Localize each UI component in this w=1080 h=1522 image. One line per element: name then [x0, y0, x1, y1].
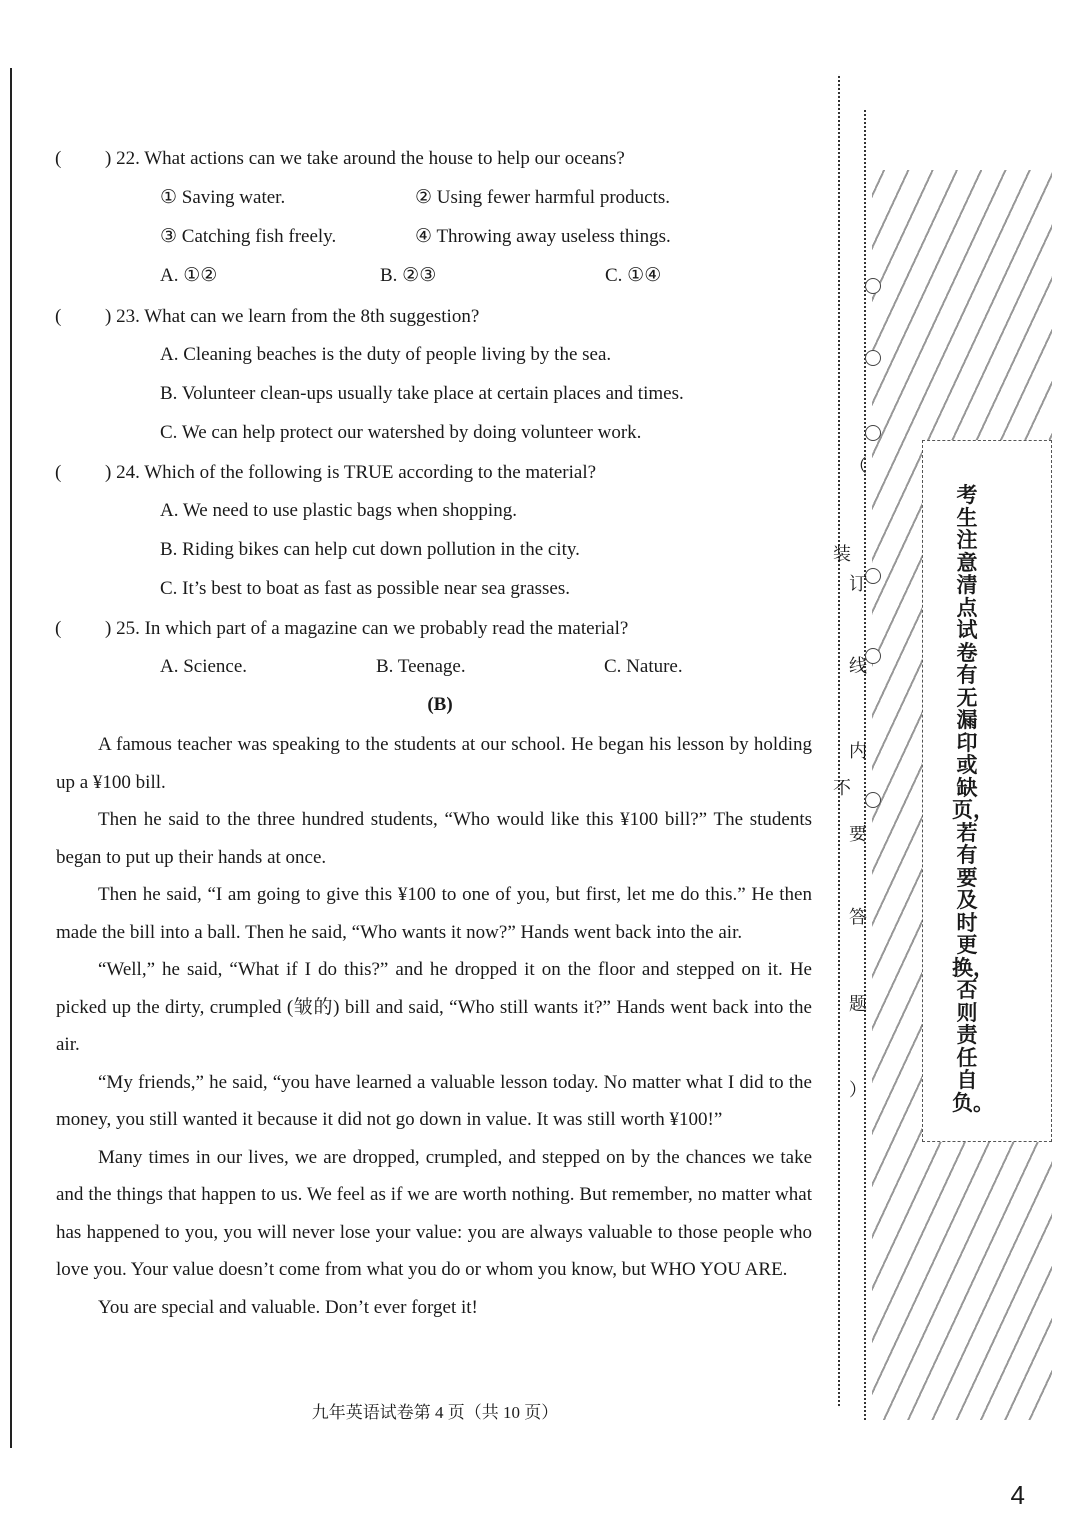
q22-option-b: B. ②③ — [380, 265, 437, 286]
section-b-heading: (B) — [427, 694, 453, 715]
passage-paragraph-2: Then he said to the three hundred students, “Who would like this ¥100 bill?” The students began to put up their hands at once. — [56, 809, 812, 868]
page-footer: 九年英语试卷第 4 页（共 10 页） — [311, 1403, 559, 1422]
question-23-text: ) 23. What can we learn from the 8th suggestion? — [105, 306, 480, 327]
answer-blank-23: ( — [55, 306, 62, 327]
binding-dotted-line-right — [864, 110, 866, 1420]
binding-dotted-line-left — [838, 76, 840, 1406]
binding-text-char: 要 — [849, 824, 867, 845]
passage-paragraph-6: Many times in our lives, we are dropped, crumpled, and stepped on by the chances we take and the things that happen to us. We feel as if we are worth nothing. But remember, no matter what has happened to you, you will never lose your value: you are always valuable to those people who love you. Your value doesn’t come from what you do or whom you know, but WHO YOU ARE. — [56, 1146, 812, 1280]
binding-hole-circle — [865, 792, 881, 808]
binding-hole-circle — [865, 350, 881, 366]
passage-paragraph-5: “My friends,” he said, “you have learned a valuable lesson today. No matter what I did to the money, you still wanted it because it did not go down in value. It was still worth ¥100!” — [56, 1071, 812, 1130]
binding-text-char: 题 — [849, 994, 867, 1015]
q23-option-a: A. Cleaning beaches is the duty of people living by the sea. — [160, 344, 612, 365]
question-24-text: ) 24. Which of the following is TRUE according to the material? — [105, 462, 597, 483]
answer-blank-24: ( — [55, 462, 62, 483]
passage-paragraph-1: A famous teacher was speaking to the students at our school. He began his lesson by holding up a ¥100 bill. — [56, 734, 812, 793]
left-margin-rule — [10, 68, 12, 1448]
q22-option-c: C. ①④ — [605, 265, 662, 286]
binding-text-char: （ — [849, 456, 867, 477]
answer-blank-22: ( — [55, 148, 62, 169]
binding-text-char: 内 — [849, 741, 867, 762]
q25-option-c: C. Nature. — [604, 656, 683, 677]
q24-option-a: A. We need to use plastic bags when shopping. — [160, 500, 517, 521]
q22-option-a: A. ①② — [160, 265, 218, 286]
candidate-notice: 考生注意清点试卷有无漏印或缺页，若有要及时更换，否则责任自负。 — [952, 483, 994, 1115]
q24-option-c: C. It’s best to boat as fast as possible near sea grasses. — [160, 578, 570, 599]
binding-text-char: 订 — [849, 574, 867, 595]
question-25-text: ) 25. In which part of a magazine can we probably read the material? — [105, 618, 629, 639]
q24-option-b: B. Riding bikes can help cut down pollution in the city. — [160, 539, 580, 560]
binding-text-char: 不 — [833, 778, 851, 799]
passage-paragraph-7: You are special and valuable. Don’t ever forget it! — [98, 1296, 478, 1318]
q22-statement-4: ④ Throwing away useless things. — [415, 226, 671, 247]
answer-blank-25: ( — [55, 618, 62, 639]
q22-statement-2: ② Using fewer harmful products. — [415, 187, 670, 208]
page-number: 4 — [1010, 1480, 1025, 1510]
binding-hole-circle — [865, 425, 881, 441]
binding-text-char: ） — [849, 1080, 867, 1101]
q22-statement-1: ① Saving water. — [160, 187, 286, 208]
binding-hole-circle — [865, 278, 881, 294]
passage-paragraph-4: “Well,” he said, “What if I do this?” and he dropped it on the floor and stepped on it. He picked up the dirty, crumpled (皱的) bill and said, “Who still wants it?” Hands went back into the air. — [56, 959, 812, 1055]
passage-paragraph-3: Then he said, “I am going to give this ¥100 to one of you, but first, let me do this.” He then made the bill into a ball. Then he said, “Who wants it now?” Hands went back into the air. — [56, 884, 812, 943]
binding-text-char: 装 — [833, 544, 851, 565]
q25-option-a: A. Science. — [160, 656, 248, 677]
q23-option-c: C. We can help protect our watershed by doing volunteer work. — [160, 422, 642, 443]
binding-text-char: 线 — [849, 656, 867, 677]
binding-text-char: 答 — [849, 907, 867, 928]
q25-option-b: B. Teenage. — [376, 656, 466, 677]
question-22-text: ) 22. What actions can we take around the house to help our oceans? — [105, 148, 625, 169]
q23-option-b: B. Volunteer clean-ups usually take place at certain places and times. — [160, 383, 684, 404]
notice-box — [922, 440, 1052, 1142]
q22-statement-3: ③ Catching fish freely. — [160, 226, 337, 247]
reading-passage-b — [56, 726, 812, 1326]
